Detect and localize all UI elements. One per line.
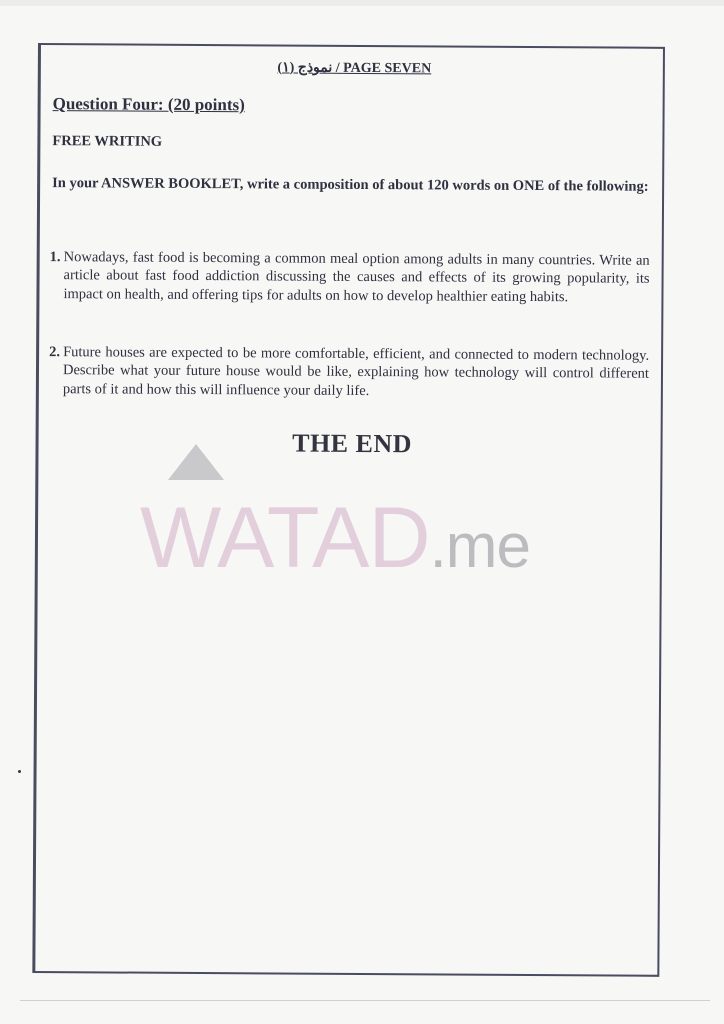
watermark-suffix: .me (429, 512, 530, 581)
list-item (49, 248, 649, 307)
item-text: Future houses are expected to be more comfortable, efficient, and connected to modern technology. Describe what your future house would be like, explaining how technology will control different parts of it and how this will influence your daily life. (62, 344, 650, 399)
page-header-english: PAGE SEVEN (343, 60, 432, 77)
watermark-brand: WATAD (140, 490, 430, 586)
list-item (49, 343, 649, 402)
page-header (41, 58, 668, 79)
page-frame (32, 43, 665, 977)
instructions: In your ANSWER BOOKLET, write a composition of about 120 words on ONE of the following: (52, 175, 649, 195)
section-heading: FREE WRITING (52, 133, 163, 150)
scan-speck (18, 770, 21, 773)
scan-edge-top (0, 0, 724, 6)
page-header-arabic: نموذج (١) (277, 60, 333, 76)
item-number: 2. (49, 344, 61, 361)
page-header-separator: / (332, 60, 344, 76)
item-text: Nowadays, fast food is becoming a common meal option among adults in many countries. Write an article about fast food addiction discussing the causes and effects of its growing popularity, its impact on health, and offering tips for adults on how to develop healthier eating habits. (63, 249, 650, 305)
scan-edge-bottom (20, 1000, 710, 1001)
item-number: 1. (49, 249, 61, 266)
closing-text: THE END (292, 428, 413, 459)
question-title: Question Four: (20 points) (52, 94, 245, 115)
